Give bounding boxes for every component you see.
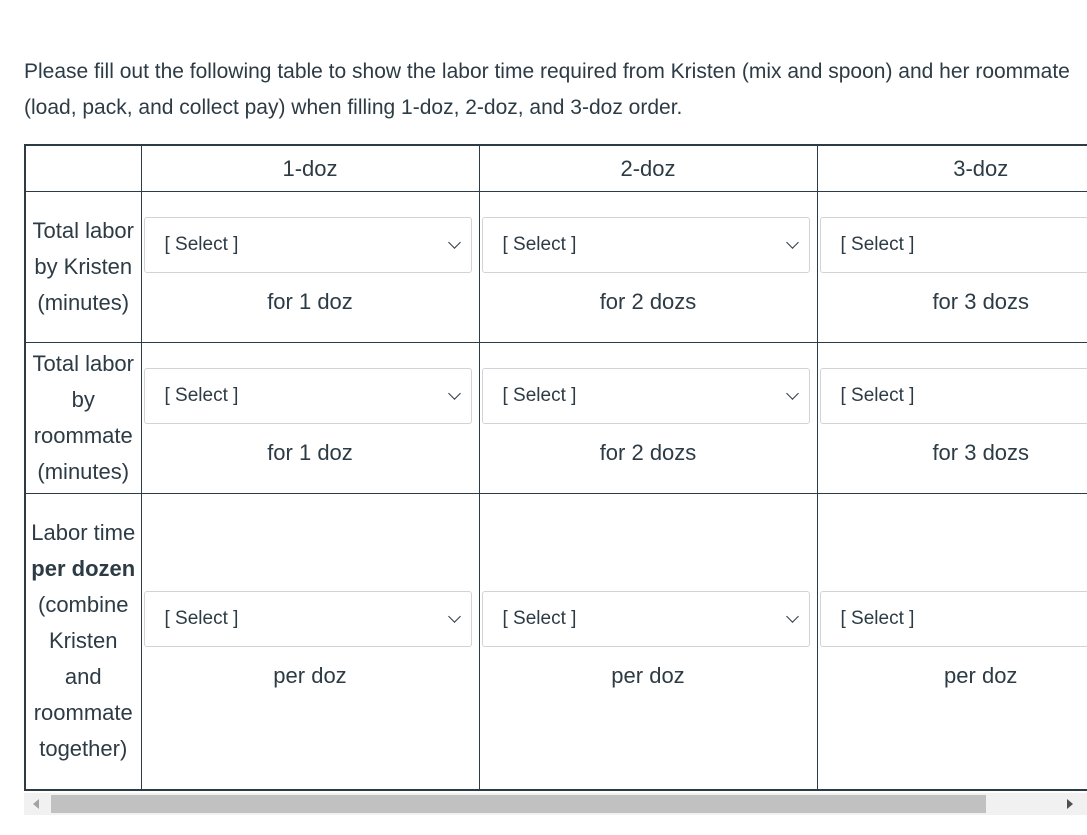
header-2-doz: 2-doz (479, 145, 817, 192)
scrollbar-thumb[interactable] (51, 795, 986, 813)
chevron-down-icon (786, 387, 799, 400)
select-roommate-1-doz[interactable]: [ Select ] (144, 368, 472, 424)
cell-per-dozen-3-doz (817, 494, 1087, 790)
answer-table (24, 144, 1087, 791)
cell-roommate-3-doz (817, 343, 1087, 494)
cell-kristen-2-doz (479, 192, 817, 343)
cell-suffix: for 3 dozs (932, 289, 1030, 314)
select-roommate-2-doz[interactable]: [ Select ] (482, 368, 810, 424)
header-blank (25, 145, 141, 192)
cell-roommate-2-doz (479, 343, 817, 494)
cell-roommate-1-doz (141, 343, 479, 494)
cell-suffix: for 2 dozs (599, 289, 697, 314)
cell-suffix: per doz (944, 663, 1018, 689)
select-kristen-3-doz[interactable]: [ Select ] (820, 217, 1087, 273)
question-prompt: Please fill out the following table to show the labor time required from Kristen (mix and spoon) and her roommate (load, pack, and collect pay) when filling 1-doz, 2-doz, and 3-doz order. (24, 60, 1070, 119)
chevron-down-icon (448, 236, 461, 249)
cell-per-dozen-2-doz (479, 494, 817, 790)
select-kristen-2-doz[interactable]: [ Select ] (482, 217, 810, 273)
cell-suffix: for 1 doz (267, 289, 353, 314)
select-roommate-3-doz[interactable]: [ Select ] (820, 368, 1087, 424)
header-1-doz: 1-doz (141, 145, 479, 192)
table-header-row (25, 145, 1087, 192)
chevron-down-icon (786, 610, 799, 623)
select-per-dozen-3-doz[interactable]: [ Select ] (820, 591, 1087, 647)
cell-suffix: for 3 dozs (932, 440, 1030, 465)
scroll-left-arrow-icon[interactable] (33, 799, 39, 809)
cell-per-dozen-1-doz (141, 494, 479, 790)
chevron-down-icon (448, 610, 461, 623)
cell-suffix: for 1 doz (267, 440, 353, 465)
answer-table-container (24, 144, 1087, 791)
chevron-down-icon (448, 387, 461, 400)
row-label-per-dozen: Labor time per dozen (combine Kristen and roommate together) (25, 494, 141, 790)
scroll-right-arrow-icon[interactable] (1067, 799, 1073, 809)
select-per-dozen-2-doz[interactable]: [ Select ] (482, 591, 810, 647)
chevron-down-icon (786, 236, 799, 249)
cell-suffix: for 2 dozs (599, 440, 697, 465)
select-kristen-1-doz[interactable]: [ Select ] (144, 217, 472, 273)
table-row-kristen (25, 192, 1087, 343)
cell-suffix: per doz (273, 663, 347, 689)
table-row-per-dozen (25, 494, 1087, 790)
horizontal-scrollbar[interactable] (24, 793, 1087, 815)
row-label-roommate: Total labor by roommate (minutes) (25, 343, 141, 494)
cell-kristen-1-doz (141, 192, 479, 343)
row-label-kristen: Total labor by Kristen (minutes) (25, 192, 141, 343)
cell-suffix: per doz (611, 663, 685, 689)
cell-kristen-3-doz (817, 192, 1087, 343)
header-3-doz: 3-doz (817, 145, 1087, 192)
select-per-dozen-1-doz[interactable]: [ Select ] (144, 591, 472, 647)
table-row-roommate (25, 343, 1087, 494)
